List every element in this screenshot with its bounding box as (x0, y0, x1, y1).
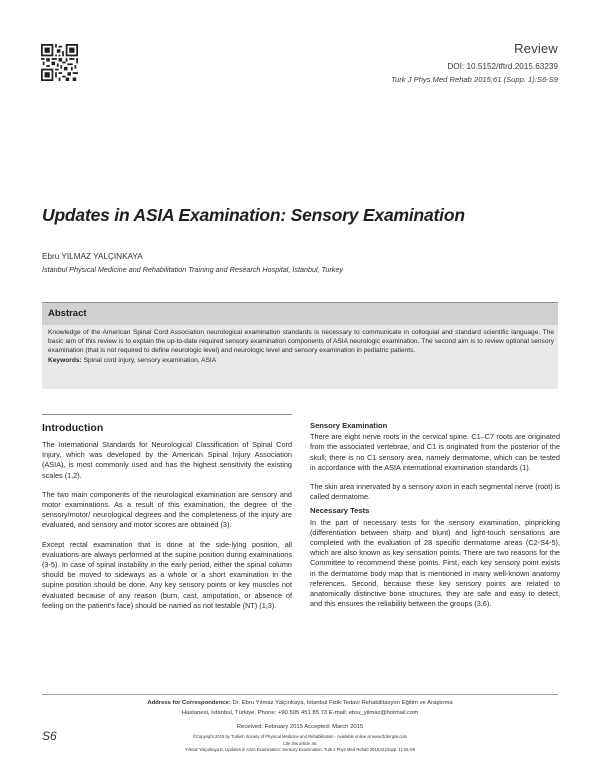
sensory-paragraph: The skin area innervated by a sensory axon in each segmental nerve (root) is called dermatome. (310, 482, 560, 502)
copyright-notice: ©Copyright 2015 by Turkish Society of Physical Medicine and Rehabilitation - Available online at www.ftrdergisi.com (192, 734, 408, 739)
intro-paragraph: The International Standards for Neurological Classification of Spinal Cord Injury, which was developed by the American Spinal Injury Association (ASIA), is most commonly used and has the highest sensitivity the existing scales (1,2). (42, 440, 292, 480)
abstract-text: Knowledge of the American Spinal Cord Association neurological examination standards is necessary to communicate in colloquial and standard scientific language. The basic aim of this review is to explain the up-to-date required sensory examination components of ASIA neurologic examination. The second aim is to review optional sensory examination (that is not required to define neurologic level) and neurologic level and sensory examination in pediatric patients. (48, 329, 554, 355)
left-column (42, 440, 292, 620)
footer-divider (42, 694, 558, 695)
author-affiliation: İstanbul Physical Medicine and Rehabilitation Training and Research Hospital, İstanbul, Turkey (42, 265, 343, 274)
introduction-heading: Introduction (42, 422, 104, 434)
journal-reference: Turk J Phys Med Rehab 2015;61 (Supp. 1):S6-S9 (390, 75, 558, 84)
necessary-tests-heading: Necessary Tests (310, 506, 370, 516)
abstract-header (42, 303, 558, 325)
citation-text: Yılmaz Yalçınkaya E. Updates in ASIA Examination: Sensory Examination. Turk J Phys Med Rehab 2015;61(Supp. 1):S6-S9 (184, 747, 416, 752)
abstract-box (42, 302, 558, 389)
article-title: Updates in ASIA Examination: Sensory Examination (42, 205, 465, 225)
doi-label: DOI: 10.5152/tftrd.2015.63239 (447, 62, 558, 71)
correspondence-contact: Hastanesi, İstanbul, Türkiye. Phone: +90 505 451 85 73 E-mail: ebru_yilmaz@hotmail.com (181, 710, 419, 716)
section-divider (42, 414, 292, 415)
author-name: Ebru YILMAZ YALÇINKAYA (42, 252, 143, 261)
correspondence-address (42, 700, 558, 706)
cite-label: Cite this article as: (282, 741, 318, 746)
qr-code-icon (41, 44, 78, 81)
necessary-tests-paragraph: In the part of necessary tests for the sensory examination, pinpricking (differentiation between sharp and blunt) and light-touch sensations are completed with the evaluation of 28 specific dermatome areas (C2-S4-5), which are also known as key sensation points. There are two reasons for the Committee to recommend these points. First, each key sensory point exists in the dermatome body map that is mentioned in many well-known anatomy references. Second, because these key sensory points are related to anatomically distinctive bone structures, they are safe and easy to detect, and this ensures the reliability between the groups (3,6). (310, 517, 560, 609)
intro-paragraph: Except rectal examination that is done at the side-lying position, all evaluations are always performed at the supine position during examinations (3-5). In case of spinal instability in the early period, either the spinal column should be moved to sideways as a whole or a short examination in the supine position should be done. Any key sensory points or key muscles not evaluated because of any reason (burn, cast, amputation, or absence of feeling on the patient’s face) should be named as not testable (NT) (1,3). (42, 539, 292, 610)
intro-paragraph: The two main components of the neurological examination are sensory and motor examinations. As a result of this examination, the degree of the sensory/motor/ neurological degrees and the completeness of the injury are evaluated, and sensory and motor scores are obtained (3). (42, 489, 292, 530)
correspondence-text: Dr. Ebru Yılmaz Yalçınkaya, İstanbul Fizik Tedavi Rehabilitasyon Eğitim ve Araştırma (232, 700, 453, 706)
page-number: S6 (42, 729, 57, 743)
article-type-label: Review (514, 41, 558, 56)
sensory-paragraph: There are eight nerve roots in the cervical spine. C1–C7 roots are originated from the associated vertebrae, and C1 is originated from the posterior of the skull; there is no C1 sensory area, namely dermatome, which can be tested in accordance with the ASIA international examination standards (1). (310, 432, 560, 472)
abstract-heading: Abstract (48, 308, 87, 319)
keywords-label: Keywords: (48, 356, 82, 364)
correspondence-label: Address for Correspondence: (147, 700, 231, 706)
right-column (310, 421, 560, 618)
abstract-body (48, 328, 554, 365)
sensory-examination-heading: Sensory Examination (310, 421, 388, 430)
keywords-text: Spinal cord injury, sensory examination, ASIA (83, 356, 217, 364)
received-accepted-dates: Received: February 2015 Accepted: March 2015 (236, 724, 364, 730)
